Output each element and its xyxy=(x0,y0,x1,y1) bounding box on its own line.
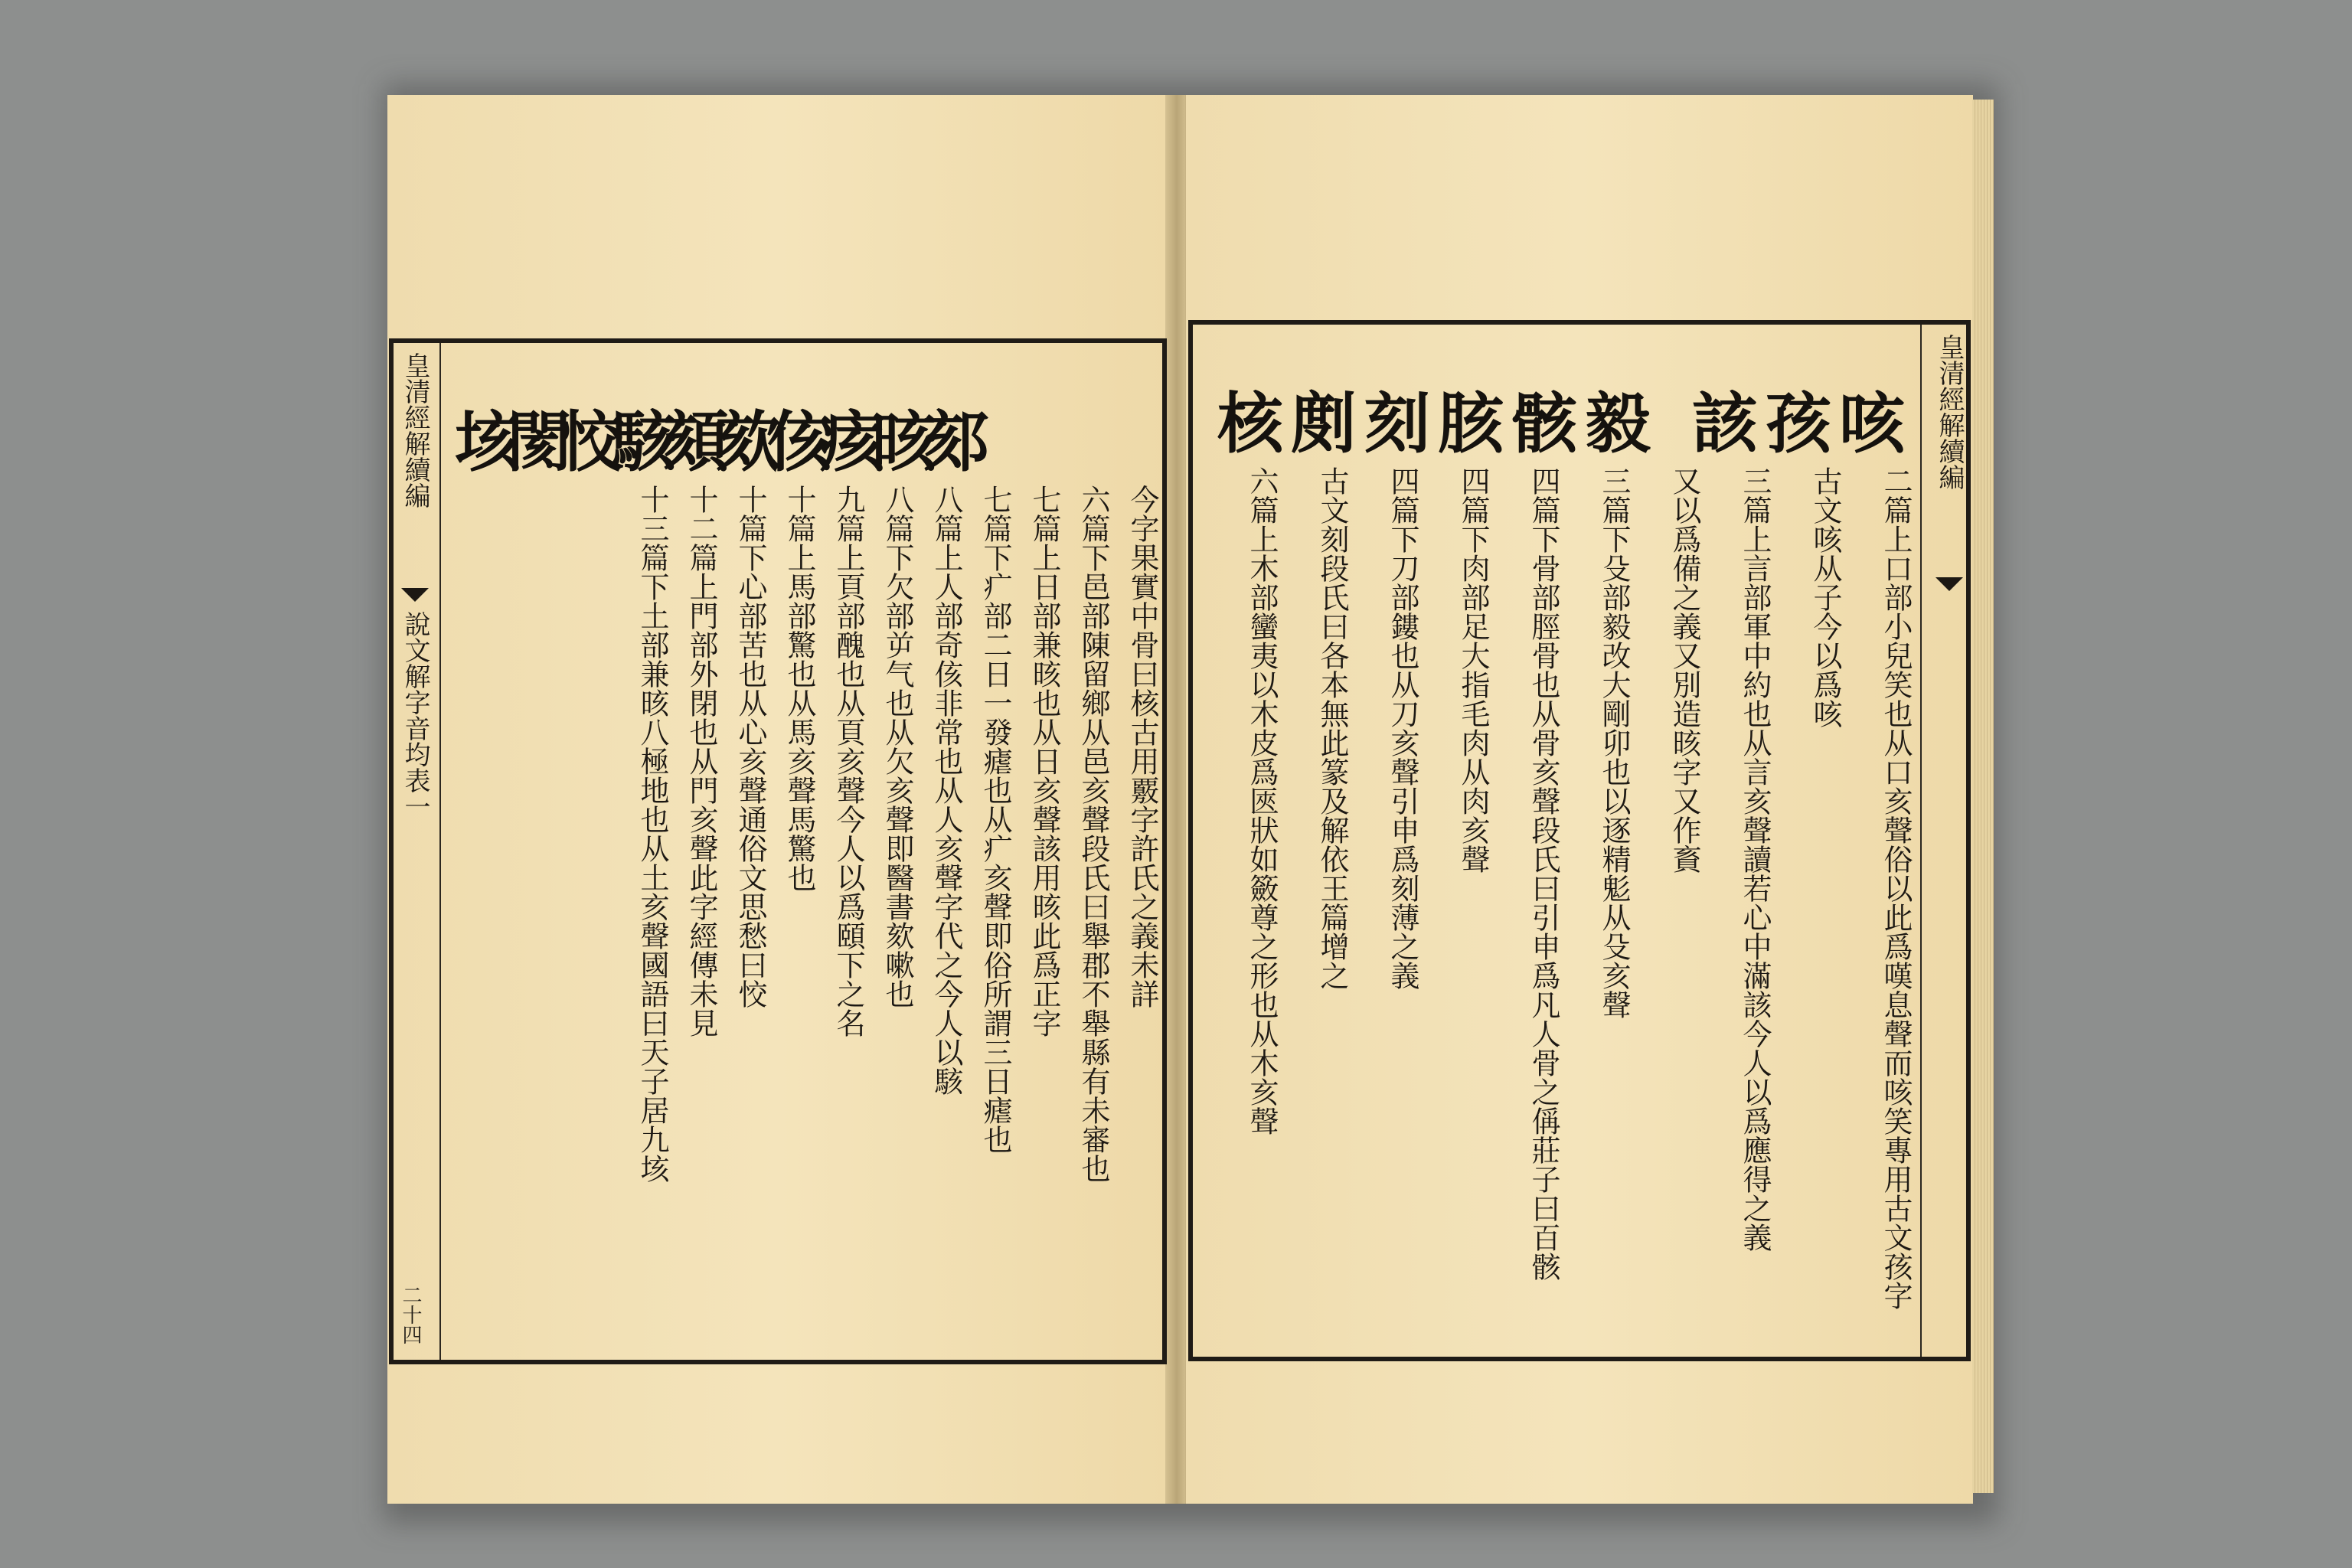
heading-char: 刻 xyxy=(1364,385,1430,462)
left-page-number: 二十四 xyxy=(399,1285,422,1344)
entry-text: 古文刻段氏曰各本無此篆及解依王篇增之 xyxy=(1315,466,1349,990)
right-text-frame xyxy=(1188,320,1971,1361)
heading-char: 該 xyxy=(1692,385,1758,462)
entry-text: 三篇下殳部毅改大剛卯也以逐精鬽从殳亥聲 xyxy=(1597,466,1631,1019)
left-margin-subtitle: 說文解字音均表一 xyxy=(400,611,430,819)
left-margin-title: 皇清經解續編 xyxy=(400,352,430,508)
entry-text: 又以爲備之義又別造晐字又作賌 xyxy=(1668,466,1701,874)
right-headings xyxy=(1208,371,1913,462)
entry-text: 十二篇上門部外閉也从門亥聲此字經傳未見 xyxy=(684,485,718,1037)
right-entries xyxy=(1208,466,1913,1324)
heading-char: 痎 xyxy=(819,403,885,481)
right-margin-rule xyxy=(1920,325,1922,1357)
entry-text: 四篇下骨部脛骨也从骨亥聲段氏曰引申爲凡人骨之偁莊子曰百骸 xyxy=(1527,466,1560,1281)
fishtail-marker-left xyxy=(401,588,429,602)
heading-char: 閡 xyxy=(507,403,573,481)
left-entries xyxy=(455,485,1159,1342)
heading-char: 侅 xyxy=(767,403,833,481)
heading-char: 毅 xyxy=(1585,385,1651,462)
left-text-frame xyxy=(389,338,1167,1364)
heading-char: 骸 xyxy=(1511,385,1577,462)
heading-char: 恔 xyxy=(559,403,625,481)
heading-char: 垓 xyxy=(455,403,521,481)
right-margin-title: 皇清經解續編 xyxy=(1934,334,1965,490)
entry-text: 今字果實中骨曰核古用覈字許氏之義未詳 xyxy=(1125,485,1159,1008)
left-margin-rule xyxy=(439,343,441,1360)
entry-text: 十三篇下土部兼晐八極地也从土亥聲國語曰天子居九垓 xyxy=(635,485,669,1183)
entry-text: 二篇上口部小兒笑也从口亥聲俗以此爲嘆息聲而咳笑專用古文孩字 xyxy=(1879,466,1913,1310)
entry-text: 六篇下邑部陳留鄉从邑亥聲段氏曰舉郡不舉縣有未審也 xyxy=(1076,485,1110,1183)
heading-char: 頦 xyxy=(663,403,729,481)
heading-char: 欬 xyxy=(715,403,781,481)
fishtail-marker-right xyxy=(1936,577,1963,591)
entry-text: 七篇上日部兼晐也从日亥聲該用晐此爲正字 xyxy=(1027,485,1061,1037)
entry-text: 八篇上人部奇侅非常也从人亥聲字代之今人以駭 xyxy=(929,485,963,1096)
left-headings xyxy=(455,389,989,481)
entry-text: 十篇上馬部驚也从馬亥聲馬驚也 xyxy=(782,485,816,892)
heading-char: 晐 xyxy=(871,403,937,481)
entry-text: 四篇下肉部足大指毛肉从肉亥聲 xyxy=(1456,466,1490,874)
page-edges xyxy=(1972,100,1994,1493)
entry-text: 九篇上頁部醜也从頁亥聲今人以爲頤下之名 xyxy=(831,485,865,1037)
entry-text: 八篇下欠部屰气也从欠亥聲即醫書欬嗽也 xyxy=(880,485,914,1008)
entry-text: 四篇下刀部鏤也从刀亥聲引申爲刻薄之義 xyxy=(1386,466,1419,990)
heading-char: 咳 xyxy=(1839,385,1905,462)
heading-char: 剫 xyxy=(1291,385,1357,462)
entry-text: 十篇下心部苦也从心亥聲通俗文思愁曰恔 xyxy=(733,485,767,1008)
entry-text: 三篇上言部軍中約也从言亥聲讀若心中滿該今人以爲應得之義 xyxy=(1738,466,1772,1252)
entry-text: 七篇下疒部二日一發瘧也从疒亥聲即俗所謂三日瘧也 xyxy=(978,485,1012,1154)
heading-char: 核 xyxy=(1217,385,1283,462)
entry-text: 古文咳从子今以爲咳 xyxy=(1808,466,1842,728)
heading-char: 孩 xyxy=(1766,385,1831,462)
heading-char: 胲 xyxy=(1438,385,1504,462)
heading-char: 郂 xyxy=(923,403,989,481)
entry-text: 六篇上木部蠻夷以木皮爲匧狀如籢尊之形也从木亥聲 xyxy=(1245,466,1279,1135)
heading-char: 駭 xyxy=(611,403,677,481)
